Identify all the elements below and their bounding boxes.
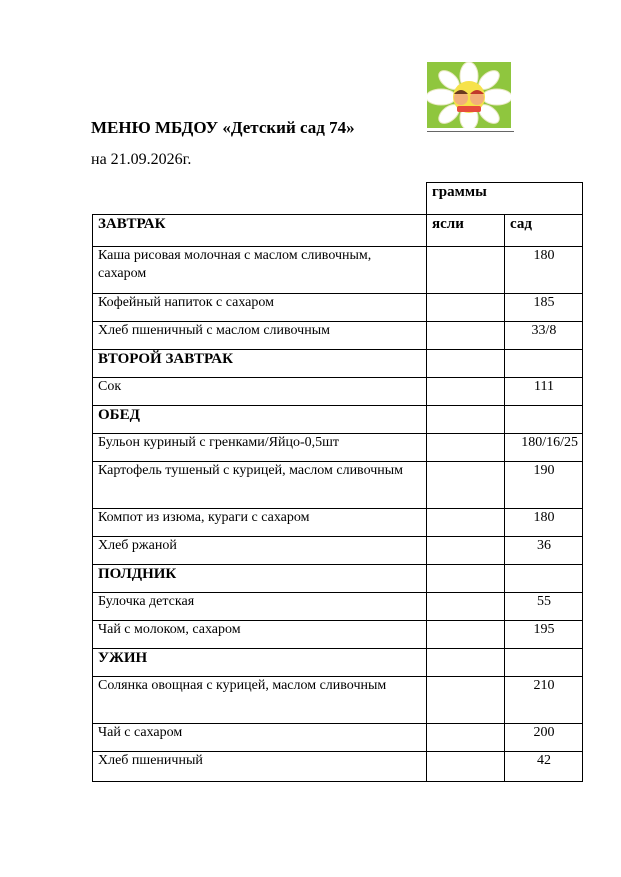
garden-grams: 180/16/25 [505, 434, 583, 462]
nursery-grams [427, 593, 505, 621]
dish-name: Компот из изюма, кураги с сахаром [93, 509, 427, 537]
section-row [93, 350, 583, 378]
section-title: ОБЕД [93, 406, 427, 434]
kindergarten-logo [427, 62, 511, 128]
grams-header-row [93, 183, 583, 215]
nursery-grams [427, 649, 505, 677]
nursery-grams [427, 509, 505, 537]
nursery-grams [427, 294, 505, 322]
nursery-grams [427, 462, 505, 509]
table-row [93, 509, 583, 537]
garden-grams: 210 [505, 677, 583, 724]
nursery-grams [427, 247, 505, 294]
nursery-grams [427, 350, 505, 378]
dish-name: Каша рисовая молочная с маслом сливочным, сахаром [93, 247, 427, 294]
garden-grams: 36 [505, 537, 583, 565]
blank-cell [93, 183, 427, 215]
garden-grams [505, 406, 583, 434]
nursery-grams [427, 537, 505, 565]
garden-grams [505, 565, 583, 593]
table-row [93, 294, 583, 322]
dish-name: Чай с молоком, сахаром [93, 621, 427, 649]
section-row [93, 649, 583, 677]
table-row [93, 434, 583, 462]
table-row [93, 677, 583, 724]
garden-grams [505, 350, 583, 378]
dish-name: Хлеб ржаной [93, 537, 427, 565]
nursery-grams [427, 378, 505, 406]
garden-grams: 195 [505, 621, 583, 649]
table-row [93, 462, 583, 509]
nursery-grams [427, 724, 505, 752]
garden-grams [505, 649, 583, 677]
dish-name: Кофейный напиток с сахаром [93, 294, 427, 322]
dish-name: Картофель тушеный с курицей, маслом сливочным [93, 462, 427, 509]
nursery-grams [427, 677, 505, 724]
table-row [93, 322, 583, 350]
dish-name: Сок [93, 378, 427, 406]
nursery-grams [427, 565, 505, 593]
nursery-grams [427, 434, 505, 462]
garden-grams: 55 [505, 593, 583, 621]
garden-grams: 180 [505, 247, 583, 294]
logo-underline [427, 131, 514, 132]
dish-name: Хлеб пшеничный с маслом сливочным [93, 322, 427, 350]
nursery-grams [427, 322, 505, 350]
section-row [93, 406, 583, 434]
section-title: ВТОРОЙ ЗАВТРАК [93, 350, 427, 378]
garden-grams: 190 [505, 462, 583, 509]
table-row [93, 621, 583, 649]
menu-table [92, 182, 583, 782]
section-title: ПОЛДНИК [93, 565, 427, 593]
garden-grams: 42 [505, 752, 583, 782]
garden-grams: 180 [505, 509, 583, 537]
section-zavtrak-header: ЗАВТРАК [93, 215, 427, 247]
table-row [93, 724, 583, 752]
dish-name: Булочка детская [93, 593, 427, 621]
table-row [93, 378, 583, 406]
garden-grams: 200 [505, 724, 583, 752]
dish-name: Бульон куриный с гренками/Яйцо-0,5шт [93, 434, 427, 462]
table-row [93, 537, 583, 565]
grams-header: граммы [427, 183, 583, 215]
section-row [93, 565, 583, 593]
menu-date: на 21.09.2026г. [91, 151, 192, 168]
nursery-grams [427, 406, 505, 434]
table-row [93, 593, 583, 621]
column-garden-header: сад [505, 215, 583, 247]
menu-title: МЕНЮ МБДОУ «Детский сад 74» [91, 118, 355, 137]
nursery-grams [427, 621, 505, 649]
garden-grams: 185 [505, 294, 583, 322]
garden-grams: 33/8 [505, 322, 583, 350]
dish-name: Чай с сахаром [93, 724, 427, 752]
nursery-grams [427, 752, 505, 782]
table-row [93, 247, 583, 294]
section-title: УЖИН [93, 649, 427, 677]
garden-grams: 111 [505, 378, 583, 406]
dish-name: Хлеб пшеничный [93, 752, 427, 782]
table-row [93, 752, 583, 782]
dish-name: Солянка овощная с курицей, маслом сливочным [93, 677, 427, 724]
column-nursery-header: ясли [427, 215, 505, 247]
column-header-row [93, 215, 583, 247]
